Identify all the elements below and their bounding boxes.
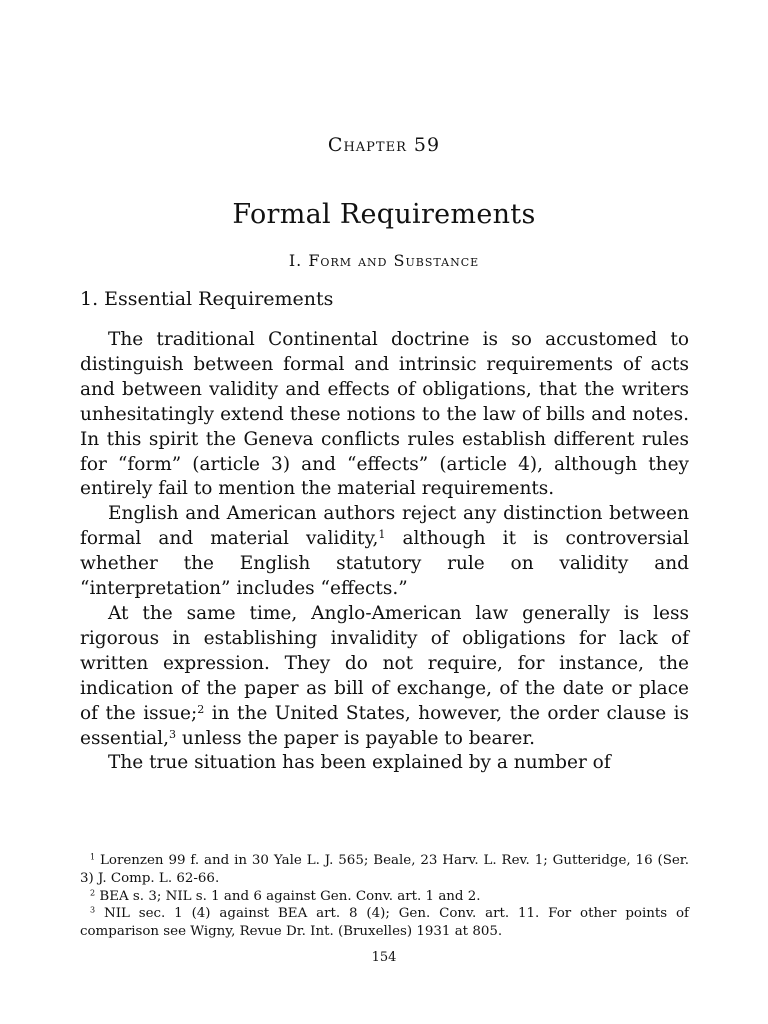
- footnote-text: NIL sec. 1 (4) against BEA art. 8 (4); Gen. Conv. art. 11. For other points of comparison see Wigny, Revue Dr. Int. (Bruxelles) 1931 at 805.: [80, 906, 689, 940]
- footnote-number: 1: [90, 852, 96, 862]
- paragraph-1: The traditional Continental doctrine is so accustomed to distinguish between formal and intrinsic requirements of acts and between validity and effects of obligations, that the writers unhesitatingly extend these notions to the law of bills and notes. In this spirit the Geneva conflicts rules establish different rules for “form” (article 3) and “effects” (article 4), although they entirely fail to mention the material requirements.: [80, 329, 689, 500]
- page-number: 154: [371, 950, 397, 965]
- paragraph-2-text-a: English and American authors reject any distinction between formal and material validity,: [80, 503, 689, 550]
- footnote-2: [80, 888, 689, 906]
- footnote-1: [80, 852, 689, 888]
- footnote-text: Lorenzen 99 f. and in 30 Yale L. J. 565; Beale, 23 Harv. L. Rev. 1; Gutteridge, 16 (Ser. 3) J. Comp. L. 62-66.: [80, 853, 689, 886]
- paragraph-3-text-b: in the United States, however, the order clause is essential,: [80, 702, 690, 749]
- part-heading: I. Form and Substance: [288, 251, 480, 270]
- paragraph-2-text-b: although it is controversial whether the English statutory rule on validity and “interpretation” includes “effects.”: [80, 528, 689, 600]
- footnote-number: 3: [90, 905, 96, 915]
- page-title: Formal Requirements: [232, 199, 536, 230]
- paragraph-4: The true situation has been explained by a number of: [108, 752, 611, 774]
- footnote-3: [80, 905, 689, 941]
- paragraph-3-text-c: unless the paper is payable to bearer.: [176, 727, 536, 749]
- footnote-ref-2: 2: [197, 702, 205, 716]
- footnote-ref-3: 3: [168, 727, 177, 741]
- body-text: [80, 328, 689, 776]
- section-heading: 1. Essential Requirements: [80, 288, 334, 310]
- footnotes: [80, 852, 689, 941]
- footnote-text: BEA s. 3; NIL s. 1 and 6 against Gen. Conv. art. 1 and 2.: [99, 888, 481, 904]
- chapter-heading: Chapter 59: [327, 134, 441, 156]
- paragraph-3: [80, 602, 689, 751]
- paragraph-2: [80, 502, 689, 602]
- paragraph-3-text-a: At the same time, Anglo-American law generally is less rigorous in establishing invalidity of obligations for lack of written expression. They do not require, for instance, the indication of the paper as bill of exchange, of the date or place of the issue;: [80, 602, 689, 724]
- footnote-number: 2: [90, 888, 96, 898]
- footnote-ref-1: 1: [378, 528, 386, 542]
